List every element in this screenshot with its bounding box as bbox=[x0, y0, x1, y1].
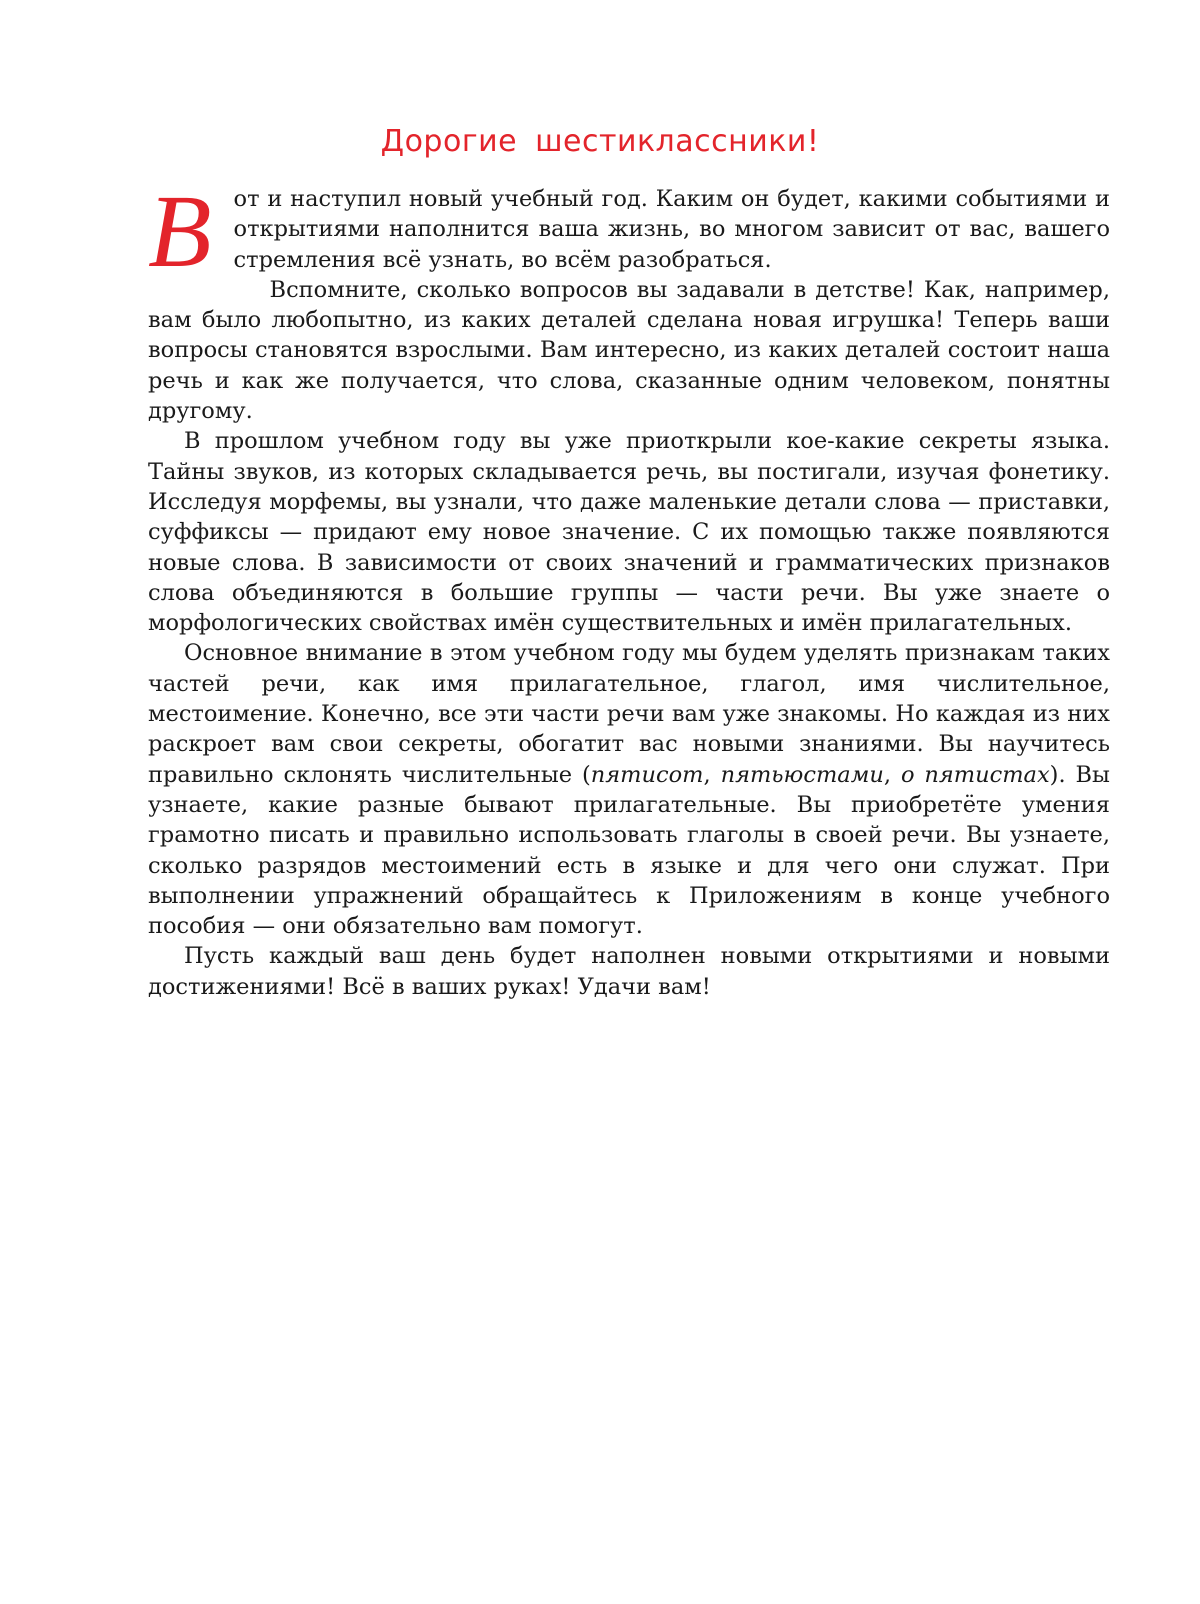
example-word-2: пятьюстами bbox=[720, 761, 884, 788]
intro-text bbox=[148, 174, 1110, 1002]
paragraph-4-text-before: Основное внимание в этом учебном году мы будем уделять признакам таких частей речи, как имя прилагательное, глагол, имя числительное, местоимение. Конечно, все эти части речи вам уже знакомы. Но каждая из них раскроет вам свои секреты, обогатит вас новыми знаниями. Вы научитесь правильно склонять числительные ( bbox=[148, 640, 1110, 788]
example-word-1: пятисот bbox=[590, 761, 704, 788]
example-separator-1: , bbox=[703, 761, 721, 788]
paragraph-1-text: от и наступил новый учебный год. Каким он будет, какими событиями и открытиями наполнится ваша жизнь, во многом зависит от вас, вашего стремления всё узнать, во всём разобраться. bbox=[233, 186, 1110, 273]
page-title bbox=[0, 124, 1200, 159]
drop-cap: В bbox=[148, 174, 212, 289]
paragraph-1 bbox=[148, 174, 1110, 289]
paragraph-4 bbox=[148, 638, 1110, 941]
example-separator-2: , bbox=[883, 761, 901, 788]
paragraph-5: Пусть каждый ваш день будет наполнен новыми открытиями и новыми достижениями! Всё в ваших руках! Удачи вам! bbox=[148, 943, 1110, 1000]
paragraph-2: Вспомните, сколько вопросов вы задавали в детстве! Как, например, вам было любопытно, из каких деталей сделана новая игрушка! Теперь ваши вопросы становятся взрослыми. Вам интересно, из каких деталей состоит наша речь и как же получается, что слова, сказанные одним человеком, понятны другому. bbox=[148, 276, 1110, 425]
page-title-text: Дорогие шестиклассники! bbox=[380, 124, 820, 159]
paragraph-4-text-after: ). Вы узнаете, какие разные бывают прилагательные. Вы приобретёте умения грамотно писать и правильно использовать глаголы в своей речи. Вы узнаете, сколько разрядов местоимений есть в языке и для чего они служат. При выполнении упражнений обращайтесь к Приложениям в конце учебного пособия — они обязательно вам помогут. bbox=[148, 761, 1110, 940]
example-word-3: о пятистах bbox=[900, 761, 1050, 788]
paragraph-3: В прошлом учебном году вы уже приоткрыли кое-какие секреты языка. Тайны звуков, из которых складывается речь, вы постигали, изучая фонетику. Исследуя морфемы, вы узнали, что даже маленькие детали слова — приставки, суффиксы — придают ему новое значение. С их помощью также появляются новые слова. В зависимости от своих значений и грамматических признаков слова объединяются в большие группы — части речи. Вы уже знаете о морфологических свойствах имён существительных и имён прилагательных. bbox=[148, 428, 1110, 637]
